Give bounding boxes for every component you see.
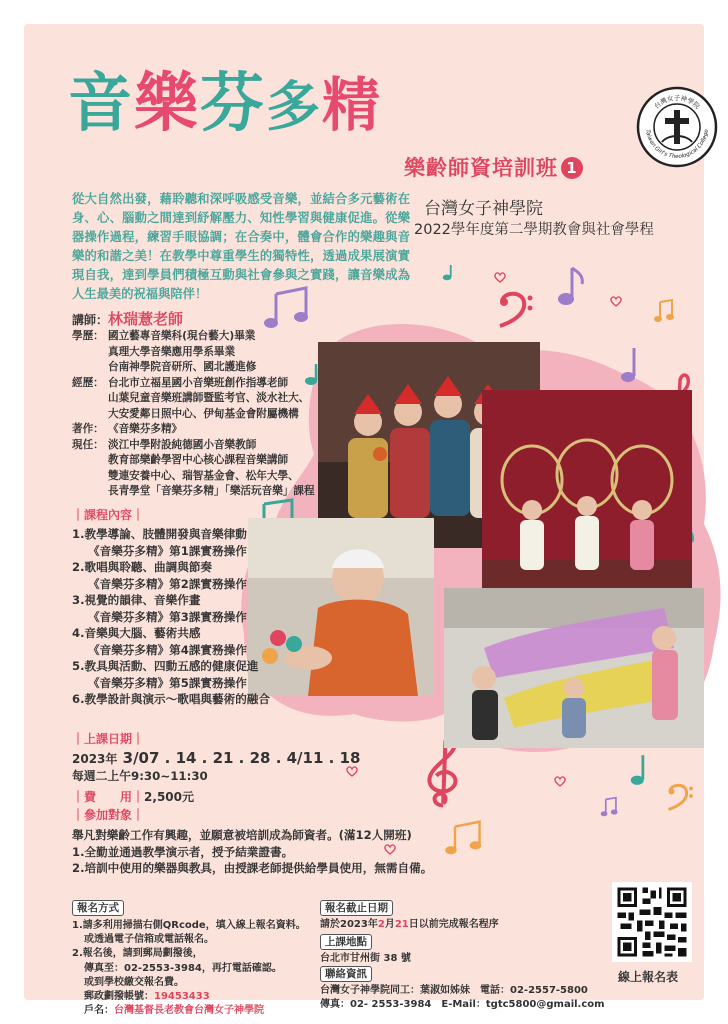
dates-section bbox=[72, 730, 360, 784]
place-address: 台北市甘州街 38 號 bbox=[320, 953, 411, 964]
contact-line: 傳真：02- 2553-3984 E-Mail：tgtc5800@gmail.com bbox=[320, 999, 605, 1011]
course-item: 5.教具與活動、四動五感的健康促進 bbox=[72, 659, 259, 673]
school-seal-icon bbox=[636, 86, 718, 168]
dates-time: 每週二上午9:30~11:30 bbox=[72, 769, 208, 783]
target-section bbox=[72, 827, 432, 877]
photo-cloth-activity bbox=[444, 588, 704, 748]
course-section bbox=[72, 506, 362, 708]
target-line: 1.全勤並通過教學演示者，授予結業證書。 bbox=[72, 844, 294, 859]
heart-icon bbox=[554, 776, 566, 787]
exp-item: 山葉兒童音樂班講師暨監考官、淡水社大、 bbox=[108, 392, 310, 404]
target-line: 2.培訓中使用的樂器與教具，由授課老師提供給學員使用，無需自備。 bbox=[72, 861, 433, 875]
school-term: 2022學年度第二學期教會與社會學程 bbox=[414, 222, 654, 238]
intro-paragraph: 從大自然出發，藉聆聽和深呼吸感受音樂，並結合多元藝術在身、心、腦動之間達到紓解壓力、知性學習與健康促進。從樂器操作過程，練習手眼協調；在合奏中，體會合作的樂趣與音樂的和諧之美！在教學中尊重學生的獨特性，透過成果展演實現自我，達到學員們積極互動與社會參與之實踐，讓音樂成為人生最美的祝福與陪伴！ bbox=[72, 192, 410, 301]
teacher-cv bbox=[72, 329, 362, 500]
title-char: 芬 bbox=[200, 67, 266, 141]
registration-section bbox=[72, 896, 312, 1018]
now-item: 教育部樂齡學習中心核心課程音樂講師 bbox=[108, 454, 289, 466]
dates-heading: ｜上課日期｜ bbox=[72, 732, 145, 746]
course-heading: ｜課程內容｜ bbox=[72, 508, 145, 522]
deadline-heading: 報名截止日期 bbox=[320, 900, 393, 916]
deadline-mid: 月 bbox=[384, 919, 395, 930]
bass-clef-icon bbox=[664, 780, 694, 812]
book-item: 《音樂芬多精》 bbox=[108, 423, 183, 435]
music-note-icon bbox=[440, 820, 488, 856]
deadline-day: 21 bbox=[394, 919, 409, 930]
fee-label: 費 用 bbox=[84, 790, 133, 804]
payee-label: 戶名： bbox=[84, 1005, 114, 1017]
course-item: 《音樂芬多精》第4課實務操作 bbox=[88, 642, 247, 657]
target-heading: ｜參加對象｜ bbox=[72, 808, 145, 822]
course-item: 《音樂芬多精》第3課實務操作 bbox=[88, 609, 247, 624]
registration-heading: 報名方式 bbox=[72, 900, 124, 916]
bass-clef-icon bbox=[494, 288, 534, 328]
edu-label: 學歷： bbox=[72, 330, 104, 342]
now-item: 淡江中學附設純德國小音樂教師 bbox=[108, 438, 257, 451]
title-char: 音 bbox=[68, 67, 134, 141]
sub-title-number: 1 bbox=[561, 157, 583, 179]
title-char: 精 bbox=[322, 71, 383, 139]
exp-item: 大安愛鄰日照中心、伊甸基金會附屬機構 bbox=[108, 407, 299, 420]
now-item: 雙連安養中心、瑞智基金會、松年大學、 bbox=[108, 469, 299, 482]
deadline-month: 2 bbox=[377, 919, 385, 930]
now-item: 長青學堂「音樂芬多精」「樂活玩音樂」課程 bbox=[108, 485, 315, 497]
music-note-icon bbox=[552, 264, 586, 308]
photo-hoop-dance bbox=[482, 390, 692, 606]
target-line: 舉凡對樂齡工作有興趣，並願意被培訓成為師資者。(滿12人開班) bbox=[72, 828, 412, 842]
teacher-section bbox=[72, 308, 362, 500]
qr-label: 線上報名表 bbox=[618, 970, 679, 984]
registration-line: 或到學校繳交報名費。 bbox=[84, 976, 184, 988]
course-item: 《音樂芬多精》第5課實務操作 bbox=[88, 675, 247, 690]
account-number: 19453433 bbox=[154, 991, 210, 1003]
music-note-icon bbox=[628, 752, 654, 788]
edu-item: 台南神學院音研所、國北護進修 bbox=[108, 361, 257, 373]
target-heading-text: 參加對象 bbox=[84, 808, 133, 822]
teacher-label: 講師： bbox=[72, 313, 109, 327]
teacher-name-line bbox=[72, 308, 362, 329]
fee-line: ｜費 用｜2,500元 bbox=[72, 790, 195, 804]
edu-item: 真理大學音樂應用學系畢業 bbox=[108, 345, 236, 358]
payee-name: 台灣基督長老教會台灣女子神學院 bbox=[114, 1005, 264, 1017]
registration-line: 2.報名後，請到郵局劃撥後， bbox=[72, 948, 203, 960]
course-item: 《音樂芬多精》第1課實務操作 bbox=[88, 543, 247, 558]
registration-line: 或透過電子信箱或電話報名。 bbox=[84, 934, 214, 946]
now-label: 現任： bbox=[72, 438, 104, 451]
course-item: 3.視覺的韻律、音樂作畫 bbox=[72, 593, 201, 607]
title-char: 樂 bbox=[134, 67, 200, 141]
music-note-icon bbox=[654, 298, 676, 324]
place-section bbox=[320, 930, 411, 966]
school-name: 台灣女子神學院 bbox=[424, 199, 543, 219]
deadline-pre: 請於2023年 bbox=[320, 919, 378, 930]
main-title bbox=[68, 67, 383, 141]
contact-line: 台灣女子神學院同工：葉淑如姊妹 電話：02-2557-5800 bbox=[320, 985, 588, 996]
music-note-icon bbox=[616, 346, 646, 386]
course-item: 1.教學導論、肢體開發與音樂律動 bbox=[72, 527, 247, 541]
course-heading-text: 課程內容 bbox=[84, 508, 133, 522]
course-list bbox=[72, 526, 362, 708]
fee-value: 2,500元 bbox=[144, 790, 195, 804]
dates-list: 3/07 . 14 . 21 . 28 . 4/11 . 18 bbox=[122, 749, 361, 767]
edu-item: 國立藝專音樂科(現台藝大)畢業 bbox=[108, 330, 256, 342]
deadline-section bbox=[320, 896, 499, 932]
registration-body bbox=[72, 919, 312, 1018]
contact-heading: 聯絡資訊 bbox=[320, 966, 372, 982]
exp-label: 經歷： bbox=[72, 376, 104, 389]
music-note-icon bbox=[442, 260, 458, 286]
music-note-icon bbox=[596, 796, 624, 818]
teacher-name: 林瑞薏老師 bbox=[108, 310, 184, 328]
registration-line: 傳真至：02-2553-3984，再打電話確認。 bbox=[84, 962, 282, 974]
title-char: 多 bbox=[266, 75, 322, 138]
seal-text-bottom: Taiwan Girl's Theological College bbox=[644, 129, 710, 161]
course-item: 6.教學設計與演示～歌唱與藝術的融合 bbox=[72, 692, 270, 706]
registration-line: 1.請多利用掃描右側QRcode，填入線上報名資料。 bbox=[72, 920, 306, 931]
registration-payee bbox=[72, 1004, 312, 1018]
book-label: 著作： bbox=[72, 423, 104, 435]
course-item: 《音樂芬多精》第2課實務操作 bbox=[88, 576, 247, 591]
course-item: 2.歌唱與聆聽、曲調與節奏 bbox=[72, 560, 213, 574]
deadline-post: 日以前完成報名程序 bbox=[408, 919, 499, 930]
heart-icon bbox=[494, 272, 506, 283]
course-item: 4.音樂與大腦、藝術共感 bbox=[72, 626, 201, 640]
seal-text-top: 台灣女子神學院 bbox=[652, 94, 702, 111]
registration-account bbox=[72, 990, 312, 1004]
place-heading: 上課地點 bbox=[320, 934, 372, 950]
poster bbox=[24, 24, 710, 1017]
exp-item: 台北市立福星國小音樂班創作指導老師 bbox=[108, 376, 289, 389]
contact-section bbox=[320, 962, 605, 1012]
dates-heading-text: 上課日期 bbox=[84, 732, 133, 746]
account-label: 郵政劃撥帳號： bbox=[84, 991, 154, 1003]
dates-year: 2023年 bbox=[72, 752, 118, 766]
sub-title bbox=[404, 152, 583, 182]
heart-icon bbox=[610, 296, 622, 307]
qr-code-icon[interactable] bbox=[612, 882, 692, 962]
dates-days bbox=[72, 749, 360, 767]
sub-title-text: 樂齡師資培訓班 bbox=[404, 156, 558, 180]
